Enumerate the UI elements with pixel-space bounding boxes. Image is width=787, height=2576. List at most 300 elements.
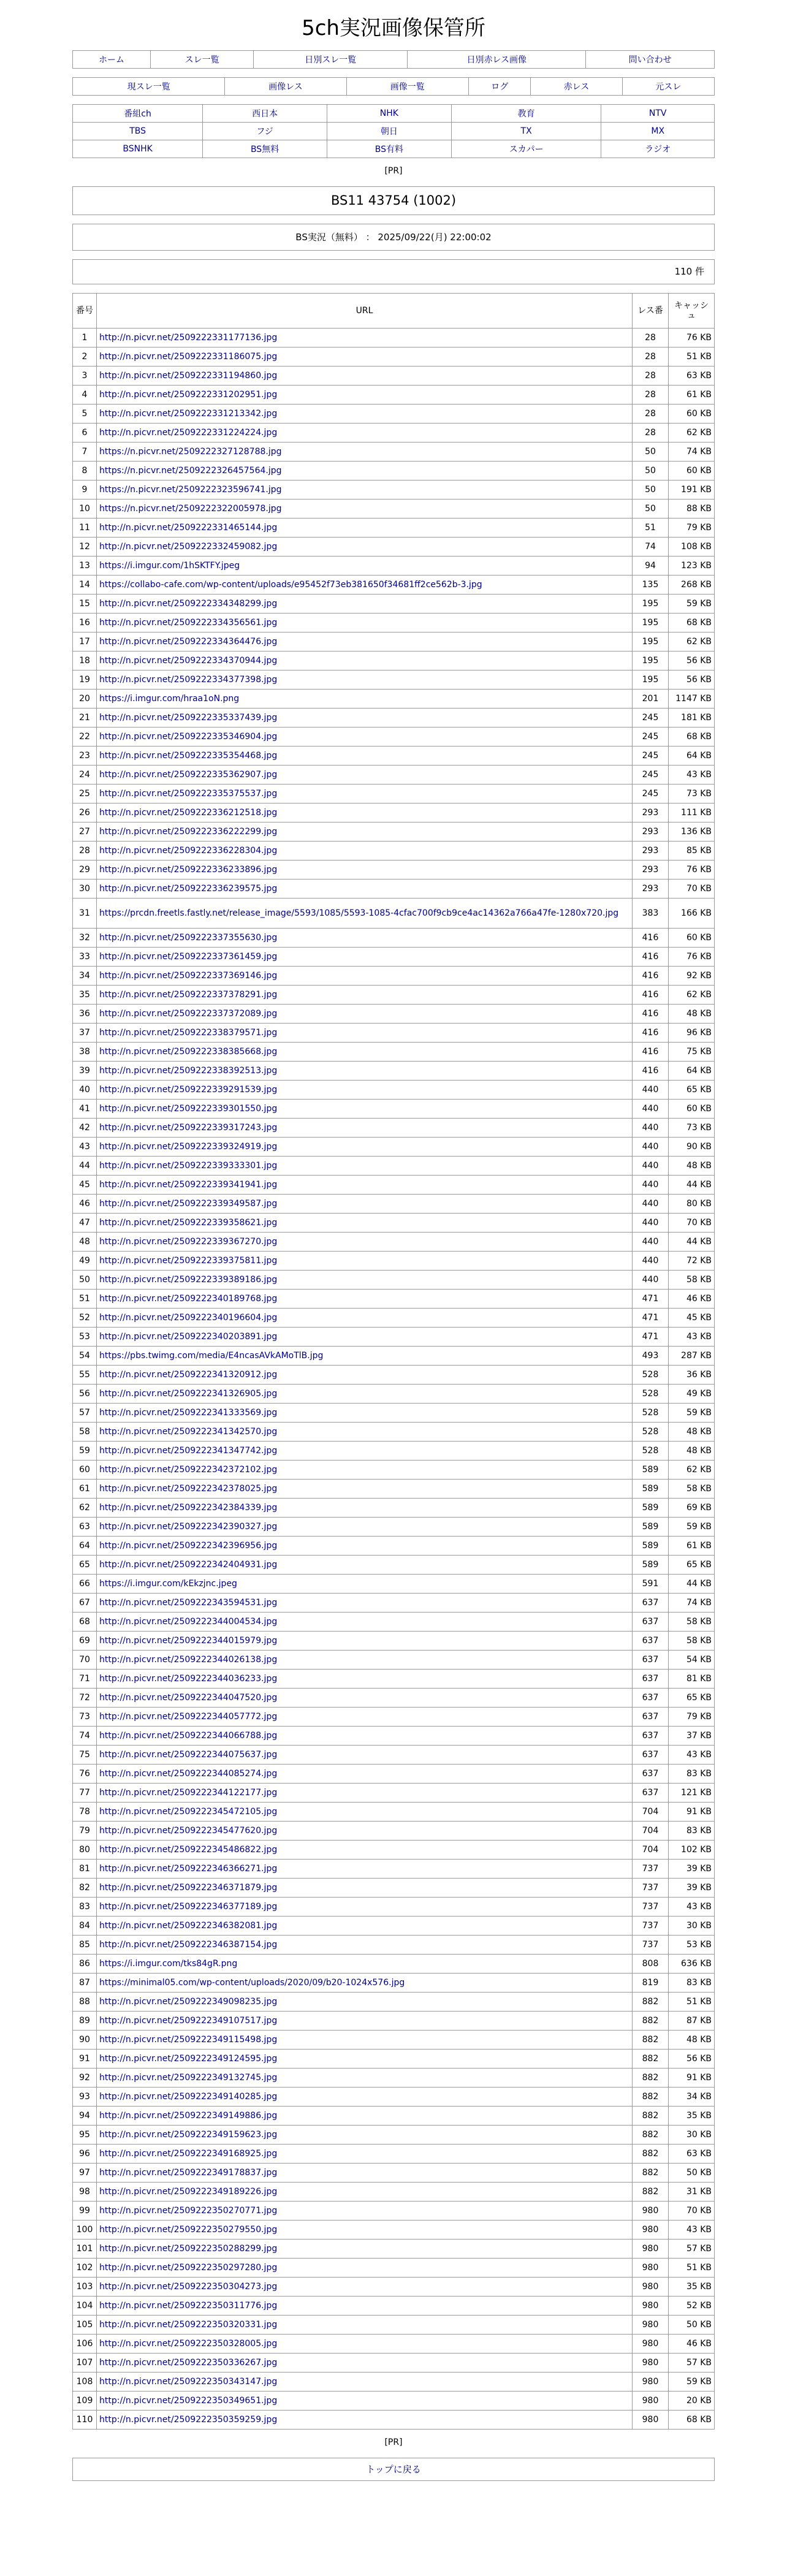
row-cache-size: 31 KB: [669, 2183, 715, 2202]
image-url-link[interactable]: http://n.picvr.net/2509222341347742.jpg: [99, 1446, 278, 1456]
image-url-link[interactable]: http://n.picvr.net/2509222349098235.jpg: [99, 1997, 278, 2007]
table-row: [73, 1879, 715, 1898]
image-url-link[interactable]: http://n.picvr.net/2509222343594531.jpg: [99, 1598, 278, 1608]
row-cache-size: 43 KB: [669, 1328, 715, 1347]
image-url-link[interactable]: http://n.picvr.net/2509222339358621.jpg: [99, 1218, 278, 1228]
table-row: [73, 823, 715, 842]
image-url-link[interactable]: http://n.picvr.net/2509222339367270.jpg: [99, 1237, 278, 1247]
table-row: [73, 1157, 715, 1176]
image-url-link[interactable]: http://n.picvr.net/2509222350349651.jpg: [99, 2396, 278, 2406]
channel-link[interactable]: BS有料: [374, 145, 403, 154]
row-number: 86: [73, 1955, 97, 1974]
image-url-link[interactable]: http://n.picvr.net/2509222340203891.jpg: [99, 1332, 278, 1342]
nav-thread-list-link[interactable]: スレ一覧: [184, 55, 219, 65]
row-url-cell: [97, 2316, 633, 2335]
row-cache-size: 96 KB: [669, 1024, 715, 1043]
image-url-link[interactable]: http://n.picvr.net/2509222336222299.jpg: [99, 827, 278, 837]
image-url-link[interactable]: http://n.picvr.net/2509222341333569.jpg: [99, 1408, 278, 1418]
channel-cell[interactable]: [601, 105, 715, 123]
row-res-number: 528: [633, 1385, 669, 1404]
row-res-number: 440: [633, 1081, 669, 1100]
image-url-link[interactable]: http://n.picvr.net/2509222339317243.jpg: [99, 1123, 278, 1133]
row-cache-size: 79 KB: [669, 519, 715, 538]
channel-link[interactable]: フジ: [256, 127, 273, 137]
row-number: 81: [73, 1860, 97, 1879]
table-row: [73, 2259, 715, 2278]
row-number: 64: [73, 1537, 97, 1556]
row-url-cell: [97, 2202, 633, 2221]
row-cache-size: 57 KB: [669, 2354, 715, 2373]
image-url-link[interactable]: http://n.picvr.net/2509222341342570.jpg: [99, 1427, 278, 1437]
row-number: 2: [73, 348, 97, 367]
table-row: [73, 1081, 715, 1100]
row-cache-size: 46 KB: [669, 2335, 715, 2354]
row-number: 49: [73, 1252, 97, 1271]
image-url-link[interactable]: http://n.picvr.net/2509222344015979.jpg: [99, 1636, 278, 1646]
row-number: 66: [73, 1575, 97, 1594]
image-url-link[interactable]: http://n.picvr.net/2509222334348299.jpg: [99, 599, 278, 609]
row-cache-size: 123 KB: [669, 557, 715, 576]
row-cache-size: 76 KB: [669, 861, 715, 880]
image-url-link[interactable]: https://i.imgur.com/hraa1oN.png: [99, 694, 240, 704]
image-url-link[interactable]: http://n.picvr.net/2509222344122177.jpg: [99, 1788, 278, 1798]
nav-contact-link[interactable]: 問い合わせ: [628, 55, 672, 65]
row-number: 98: [73, 2183, 97, 2202]
channel-cell[interactable]: [203, 123, 327, 140]
channel-cell[interactable]: [451, 140, 601, 158]
row-cache-size: 83 KB: [669, 1765, 715, 1784]
row-number: 30: [73, 880, 97, 899]
row-url-cell: [97, 1594, 633, 1613]
channel-cell[interactable]: [327, 123, 451, 140]
image-url-link[interactable]: http://n.picvr.net/2509222344075637.jpg: [99, 1750, 278, 1760]
image-url-link[interactable]: http://n.picvr.net/2509222331177136.jpg: [99, 333, 278, 343]
image-url-link[interactable]: http://n.picvr.net/2509222331202951.jpg: [99, 390, 278, 400]
row-cache-size: 121 KB: [669, 1784, 715, 1803]
row-cache-size: 88 KB: [669, 500, 715, 519]
channel-link[interactable]: 教育: [517, 109, 535, 119]
row-res-number: 493: [633, 1347, 669, 1366]
channel-cell[interactable]: [451, 123, 601, 140]
row-res-number: 293: [633, 861, 669, 880]
table-row: [73, 1594, 715, 1613]
image-url-link[interactable]: http://n.picvr.net/2509222344066788.jpg: [99, 1731, 278, 1741]
channel-cell[interactable]: [601, 140, 715, 158]
table-row: [73, 1138, 715, 1157]
row-url-cell: [97, 2240, 633, 2259]
image-url-link[interactable]: http://n.picvr.net/2509222350304273.jpg: [99, 2282, 278, 2292]
channel-cell[interactable]: [73, 123, 203, 140]
row-url-cell: [97, 1898, 633, 1917]
row-number: 68: [73, 1613, 97, 1632]
image-url-link[interactable]: http://n.picvr.net/2509222337378291.jpg: [99, 990, 278, 1000]
image-url-link[interactable]: http://n.picvr.net/2509222345472105.jpg: [99, 1807, 278, 1817]
row-number: 109: [73, 2392, 97, 2411]
image-url-link[interactable]: https://i.imgur.com/tks84gR.png: [99, 1959, 238, 1969]
row-number: 36: [73, 1005, 97, 1024]
image-url-link[interactable]: http://n.picvr.net/2509222339324919.jpg: [99, 1142, 278, 1152]
image-url-link[interactable]: http://n.picvr.net/2509222342384339.jpg: [99, 1503, 278, 1513]
image-url-link[interactable]: http://n.picvr.net/2509222342372102.jpg: [99, 1465, 278, 1475]
image-url-link[interactable]: http://n.picvr.net/2509222346382081.jpg: [99, 1921, 278, 1931]
row-url-cell: [97, 348, 633, 367]
row-url-cell: [97, 1860, 633, 1879]
table-row: [73, 614, 715, 633]
image-url-link[interactable]: http://n.picvr.net/2509222336239575.jpg: [99, 884, 278, 894]
row-res-number: 637: [633, 1746, 669, 1765]
channel-cell[interactable]: [451, 105, 601, 123]
row-number: 108: [73, 2373, 97, 2392]
subnav-log[interactable]: [468, 78, 530, 96]
table-row: [73, 1917, 715, 1936]
channel-cell[interactable]: [73, 105, 203, 123]
image-url-link[interactable]: http://n.picvr.net/2509222345486822.jpg: [99, 1845, 278, 1855]
table-row: [73, 2373, 715, 2392]
image-url-link[interactable]: http://n.picvr.net/2509222349107517.jpg: [99, 2016, 278, 2026]
row-cache-size: 58 KB: [669, 1613, 715, 1632]
channel-link[interactable]: TBS: [129, 126, 146, 136]
image-url-link[interactable]: http://n.picvr.net/2509222349124595.jpg: [99, 2054, 278, 2064]
row-number: 85: [73, 1936, 97, 1955]
image-url-link[interactable]: http://n.picvr.net/2509222331194860.jpg: [99, 371, 278, 381]
table-row: [73, 709, 715, 728]
row-url-cell: [97, 709, 633, 728]
row-res-number: 980: [633, 2240, 669, 2259]
image-url-link[interactable]: http://n.picvr.net/2509222350336267.jpg: [99, 2358, 278, 2368]
table-row: [73, 1974, 715, 1993]
image-url-link[interactable]: http://n.picvr.net/2509222331224224.jpg: [99, 428, 278, 438]
channel-link[interactable]: スカパー: [509, 145, 544, 154]
image-url-link[interactable]: http://n.picvr.net/2509222344036233.jpg: [99, 1674, 278, 1684]
image-url-link[interactable]: http://n.picvr.net/2509222344004534.jpg: [99, 1617, 278, 1627]
image-url-link[interactable]: https://i.imgur.com/1hSKTFY.jpeg: [99, 561, 240, 571]
row-res-number: 195: [633, 633, 669, 652]
row-res-number: 704: [633, 1822, 669, 1841]
image-url-link[interactable]: http://n.picvr.net/2509222334370944.jpg: [99, 656, 278, 666]
channel-cell[interactable]: [327, 140, 451, 158]
channel-link[interactable]: TX: [520, 126, 532, 136]
image-url-link[interactable]: http://n.picvr.net/2509222342378025.jpg: [99, 1484, 278, 1494]
table-row: [73, 1860, 715, 1879]
subnav-current-threads-link[interactable]: 現スレ一覧: [127, 82, 170, 92]
image-url-link[interactable]: http://n.picvr.net/2509222335354468.jpg: [99, 751, 278, 761]
image-url-link[interactable]: http://n.picvr.net/2509222339291539.jpg: [99, 1085, 278, 1095]
image-url-link[interactable]: http://n.picvr.net/2509222338379571.jpg: [99, 1028, 278, 1038]
nav-daily-thread-list-link[interactable]: 日別スレ一覧: [305, 55, 357, 65]
image-url-link[interactable]: http://n.picvr.net/2509222346366271.jpg: [99, 1864, 278, 1874]
nav-daily-red-images-link[interactable]: 日別赤レス画像: [466, 55, 527, 65]
image-url-link[interactable]: http://n.picvr.net/2509222350328005.jpg: [99, 2339, 278, 2349]
image-url-link[interactable]: http://n.picvr.net/2509222350297280.jpg: [99, 2263, 278, 2273]
image-url-link[interactable]: http://n.picvr.net/2509222339333301.jpg: [99, 1161, 278, 1171]
image-url-link[interactable]: http://n.picvr.net/2509222345477620.jpg: [99, 1826, 278, 1836]
channel-link[interactable]: 朝日: [380, 127, 398, 137]
image-url-link[interactable]: http://n.picvr.net/2509222332459082.jpg: [99, 542, 278, 552]
row-url-cell: [97, 405, 633, 424]
channel-link[interactable]: BS無料: [250, 145, 279, 154]
image-url-link[interactable]: http://n.picvr.net/2509222346371879.jpg: [99, 1883, 278, 1893]
image-url-link[interactable]: http://n.picvr.net/2509222339341941.jpg: [99, 1180, 278, 1190]
image-url-link[interactable]: https://i.imgur.com/kEkzjnc.jpeg: [99, 1579, 237, 1589]
table-row: [73, 1366, 715, 1385]
image-url-link[interactable]: http://n.picvr.net/2509222344026138.jpg: [99, 1655, 278, 1665]
row-cache-size: 48 KB: [669, 1005, 715, 1024]
image-url-link[interactable]: http://n.picvr.net/2509222339375811.jpg: [99, 1256, 278, 1266]
table-row: [73, 462, 715, 481]
back-to-top[interactable]: [72, 2458, 715, 2481]
row-number: 16: [73, 614, 97, 633]
subnav-red-res-link[interactable]: 赤レス: [563, 82, 590, 92]
image-url-link[interactable]: http://n.picvr.net/2509222350343147.jpg: [99, 2377, 278, 2387]
image-url-link[interactable]: http://n.picvr.net/2509222349140285.jpg: [99, 2092, 278, 2102]
channel-cell[interactable]: [327, 105, 451, 123]
row-cache-size: 60 KB: [669, 462, 715, 481]
image-url-link[interactable]: https://collabo-cafe.com/wp-content/uploads/e95452f73eb381650f34681ff2ce562b-3.jpg: [99, 580, 482, 590]
row-cache-size: 85 KB: [669, 842, 715, 861]
table-row: [73, 1119, 715, 1138]
row-url-cell: [97, 861, 633, 880]
image-url-link[interactable]: http://n.picvr.net/2509222350288299.jpg: [99, 2244, 278, 2254]
image-url-link[interactable]: http://n.picvr.net/2509222331213342.jpg: [99, 409, 278, 419]
image-url-link[interactable]: http://n.picvr.net/2509222340196604.jpg: [99, 1313, 278, 1323]
image-url-link[interactable]: http://n.picvr.net/2509222341320912.jpg: [99, 1370, 278, 1380]
image-url-link[interactable]: http://n.picvr.net/2509222349132745.jpg: [99, 2073, 278, 2083]
row-url-cell: [97, 1081, 633, 1100]
row-res-number: 471: [633, 1290, 669, 1309]
image-url-link[interactable]: http://n.picvr.net/2509222339389186.jpg: [99, 1275, 278, 1285]
row-number: 27: [73, 823, 97, 842]
image-url-link[interactable]: http://n.picvr.net/2509222349149886.jpg: [99, 2111, 278, 2121]
row-res-number: 882: [633, 2031, 669, 2050]
table-row: [73, 633, 715, 652]
image-url-link[interactable]: http://n.picvr.net/2509222350270771.jpg: [99, 2206, 278, 2216]
image-url-link[interactable]: https://prcdn.freetls.fastly.net/release_image/5593/1085/5593-1085-4cfac700f9cb9ce4ac14362a766a47fe-1280x720.jpg: [99, 908, 619, 918]
table-row: [73, 2050, 715, 2069]
image-url-link[interactable]: http://n.picvr.net/2509222342390327.jpg: [99, 1522, 278, 1532]
image-url-link[interactable]: http://n.picvr.net/2509222350311776.jpg: [99, 2301, 278, 2311]
row-cache-size: 83 KB: [669, 1974, 715, 1993]
image-url-link[interactable]: http://n.picvr.net/2509222334356561.jpg: [99, 618, 278, 628]
image-url-link[interactable]: http://n.picvr.net/2509222349159623.jpg: [99, 2130, 278, 2140]
image-url-link[interactable]: http://n.picvr.net/2509222346377189.jpg: [99, 1902, 278, 1912]
row-res-number: 704: [633, 1803, 669, 1822]
subnav-red-res[interactable]: [531, 78, 622, 96]
row-number: 77: [73, 1784, 97, 1803]
table-row: [73, 2088, 715, 2107]
image-url-link[interactable]: http://n.picvr.net/2509222344047520.jpg: [99, 1693, 278, 1703]
subnav-current-threads[interactable]: [73, 78, 225, 96]
channel-link[interactable]: MX: [651, 126, 665, 136]
channel-cell[interactable]: [203, 140, 327, 158]
row-res-number: 737: [633, 1879, 669, 1898]
row-cache-size: 51 KB: [669, 348, 715, 367]
table-row: [73, 1271, 715, 1290]
row-url-cell: [97, 1385, 633, 1404]
table-row: [73, 671, 715, 690]
row-number: 23: [73, 747, 97, 766]
image-url-link[interactable]: http://n.picvr.net/2509222339301550.jpg: [99, 1104, 278, 1114]
image-url-link[interactable]: http://n.picvr.net/2509222338385668.jpg: [99, 1047, 278, 1057]
row-res-number: 440: [633, 1233, 669, 1252]
row-url-cell: [97, 1822, 633, 1841]
row-url-cell: [97, 1195, 633, 1214]
image-url-link[interactable]: http://n.picvr.net/2509222337369146.jpg: [99, 971, 278, 981]
channel-link[interactable]: BSNHK: [123, 144, 153, 154]
row-number: 18: [73, 652, 97, 671]
image-url-link[interactable]: https://n.picvr.net/2509222323596741.jpg: [99, 485, 282, 495]
row-cache-size: 70 KB: [669, 880, 715, 899]
image-url-link[interactable]: http://n.picvr.net/2509222350279550.jpg: [99, 2225, 278, 2235]
image-url-link[interactable]: https://pbs.twimg.com/media/E4ncasAVkAMoTlB.jpg: [99, 1351, 324, 1361]
nav-contact[interactable]: [586, 51, 715, 69]
row-number: 60: [73, 1461, 97, 1480]
table-row: [73, 652, 715, 671]
image-url-link[interactable]: http://n.picvr.net/2509222331465144.jpg: [99, 523, 278, 533]
image-url-link[interactable]: http://n.picvr.net/2509222336233896.jpg: [99, 865, 278, 875]
row-res-number: 28: [633, 367, 669, 386]
subnav-image-list[interactable]: [346, 78, 468, 96]
image-url-link[interactable]: http://n.picvr.net/2509222340189768.jpg: [99, 1294, 278, 1304]
image-url-link[interactable]: https://n.picvr.net/2509222327128788.jpg: [99, 447, 282, 457]
channel-link[interactable]: ラジオ: [645, 145, 671, 154]
image-url-link[interactable]: http://n.picvr.net/2509222335337439.jpg: [99, 713, 278, 723]
row-cache-size: 65 KB: [669, 1081, 715, 1100]
table-row: [73, 1651, 715, 1670]
table-row: [73, 1480, 715, 1499]
image-url-link[interactable]: http://n.picvr.net/2509222342396956.jpg: [99, 1541, 278, 1551]
image-url-link[interactable]: http://n.picvr.net/2509222334377398.jpg: [99, 675, 278, 685]
row-res-number: 195: [633, 671, 669, 690]
image-url-link[interactable]: https://n.picvr.net/2509222322005978.jpg: [99, 504, 282, 514]
image-url-link[interactable]: http://n.picvr.net/2509222349168925.jpg: [99, 2149, 278, 2159]
image-url-link[interactable]: http://n.picvr.net/2509222341326905.jpg: [99, 1389, 278, 1399]
back-to-top-link[interactable]: トップに戻る: [366, 2464, 421, 2475]
row-number: 65: [73, 1556, 97, 1575]
image-url-link[interactable]: http://n.picvr.net/2509222349115498.jpg: [99, 2035, 278, 2045]
row-url-cell: [97, 785, 633, 804]
image-url-link[interactable]: http://n.picvr.net/2509222335346904.jpg: [99, 732, 278, 742]
image-url-link[interactable]: http://n.picvr.net/2509222349178837.jpg: [99, 2168, 278, 2178]
table-row: [73, 1100, 715, 1119]
channel-cell[interactable]: [73, 140, 203, 158]
row-url-cell: [97, 2373, 633, 2392]
row-res-number: 28: [633, 405, 669, 424]
row-res-number: 528: [633, 1404, 669, 1423]
image-url-link[interactable]: https://minimal05.com/wp-content/uploads/2020/09/b20-1024x576.jpg: [99, 1978, 405, 1988]
row-url-cell: [97, 823, 633, 842]
table-row: [73, 967, 715, 986]
subnav-image-res-link[interactable]: 画像レス: [268, 82, 303, 92]
channel-link[interactable]: NHK: [379, 108, 398, 118]
image-url-link[interactable]: http://n.picvr.net/2509222342404931.jpg: [99, 1560, 278, 1570]
row-cache-size: 76 KB: [669, 329, 715, 348]
row-url-cell: [97, 1442, 633, 1461]
row-number: 29: [73, 861, 97, 880]
channel-link[interactable]: 番組ch: [124, 109, 151, 119]
subnav-log-link[interactable]: ログ: [491, 82, 509, 92]
row-url-cell: [97, 1423, 633, 1442]
row-cache-size: 61 KB: [669, 386, 715, 405]
subnav-image-list-link[interactable]: 画像一覧: [390, 82, 425, 92]
row-number: 34: [73, 967, 97, 986]
row-res-number: 416: [633, 1005, 669, 1024]
image-url-link[interactable]: https://n.picvr.net/2509222326457564.jpg: [99, 466, 282, 476]
row-res-number: 440: [633, 1100, 669, 1119]
subnav-original-thread-link[interactable]: 元スレ: [655, 82, 682, 92]
row-number: 61: [73, 1480, 97, 1499]
nav-home[interactable]: [73, 51, 151, 69]
row-res-number: 528: [633, 1442, 669, 1461]
image-url-link[interactable]: http://n.picvr.net/2509222344057772.jpg: [99, 1712, 278, 1722]
row-number: 110: [73, 2411, 97, 2430]
row-url-cell: [97, 899, 633, 929]
nav-thread-list[interactable]: [150, 51, 253, 69]
row-url-cell: [97, 2012, 633, 2031]
image-url-link[interactable]: http://n.picvr.net/2509222331186075.jpg: [99, 352, 278, 362]
row-number: 43: [73, 1138, 97, 1157]
row-res-number: 637: [633, 1613, 669, 1632]
image-url-link[interactable]: http://n.picvr.net/2509222338392513.jpg: [99, 1066, 278, 1076]
image-url-link[interactable]: http://n.picvr.net/2509222350359259.jpg: [99, 2415, 278, 2425]
nav-daily-thread-list[interactable]: [254, 51, 408, 69]
table-row: [73, 1784, 715, 1803]
row-number: 73: [73, 1708, 97, 1727]
row-number: 39: [73, 1062, 97, 1081]
image-url-link[interactable]: http://n.picvr.net/2509222337355630.jpg: [99, 933, 278, 943]
row-url-cell: [97, 1727, 633, 1746]
row-number: 10: [73, 500, 97, 519]
row-res-number: 882: [633, 2183, 669, 2202]
channel-link[interactable]: 西日本: [252, 109, 278, 119]
image-url-link[interactable]: http://n.picvr.net/2509222335362907.jpg: [99, 770, 278, 780]
row-url-cell: [97, 1746, 633, 1765]
row-cache-size: 54 KB: [669, 1651, 715, 1670]
image-url-link[interactable]: http://n.picvr.net/2509222350320331.jpg: [99, 2320, 278, 2330]
row-cache-size: 36 KB: [669, 1366, 715, 1385]
site-title: 5ch実況画像保管所: [302, 16, 485, 40]
image-url-link[interactable]: http://n.picvr.net/2509222346387154.jpg: [99, 1940, 278, 1950]
image-url-link[interactable]: http://n.picvr.net/2509222344085274.jpg: [99, 1769, 278, 1779]
row-cache-size: 74 KB: [669, 1594, 715, 1613]
image-url-link[interactable]: http://n.picvr.net/2509222349189226.jpg: [99, 2187, 278, 2197]
subnav-original-thread[interactable]: [622, 78, 715, 96]
nav-home-link[interactable]: ホーム: [98, 55, 124, 65]
channel-cell[interactable]: [203, 105, 327, 123]
row-number: 67: [73, 1594, 97, 1613]
row-url-cell: [97, 1632, 633, 1651]
channel-cell[interactable]: [601, 123, 715, 140]
image-url-link[interactable]: http://n.picvr.net/2509222335375537.jpg: [99, 789, 278, 799]
row-url-cell: [97, 1689, 633, 1708]
row-cache-size: 59 KB: [669, 1404, 715, 1423]
nav-daily-red-images[interactable]: [408, 51, 586, 69]
image-url-link[interactable]: http://n.picvr.net/2509222337361459.jpg: [99, 952, 278, 962]
image-url-link[interactable]: http://n.picvr.net/2509222339349587.jpg: [99, 1199, 278, 1209]
row-res-number: 980: [633, 2335, 669, 2354]
row-res-number: 195: [633, 614, 669, 633]
channel-link[interactable]: NTV: [648, 108, 667, 118]
table-row: [73, 1290, 715, 1309]
image-url-link[interactable]: http://n.picvr.net/2509222336228304.jpg: [99, 846, 278, 856]
image-url-link[interactable]: http://n.picvr.net/2509222336212518.jpg: [99, 808, 278, 818]
row-cache-size: 68 KB: [669, 2411, 715, 2430]
image-url-link[interactable]: http://n.picvr.net/2509222337372089.jpg: [99, 1009, 278, 1019]
row-res-number: 637: [633, 1708, 669, 1727]
row-cache-size: 20 KB: [669, 2392, 715, 2411]
row-number: 22: [73, 728, 97, 747]
image-url-link[interactable]: http://n.picvr.net/2509222334364476.jpg: [99, 637, 278, 647]
subnav-image-res[interactable]: [225, 78, 346, 96]
